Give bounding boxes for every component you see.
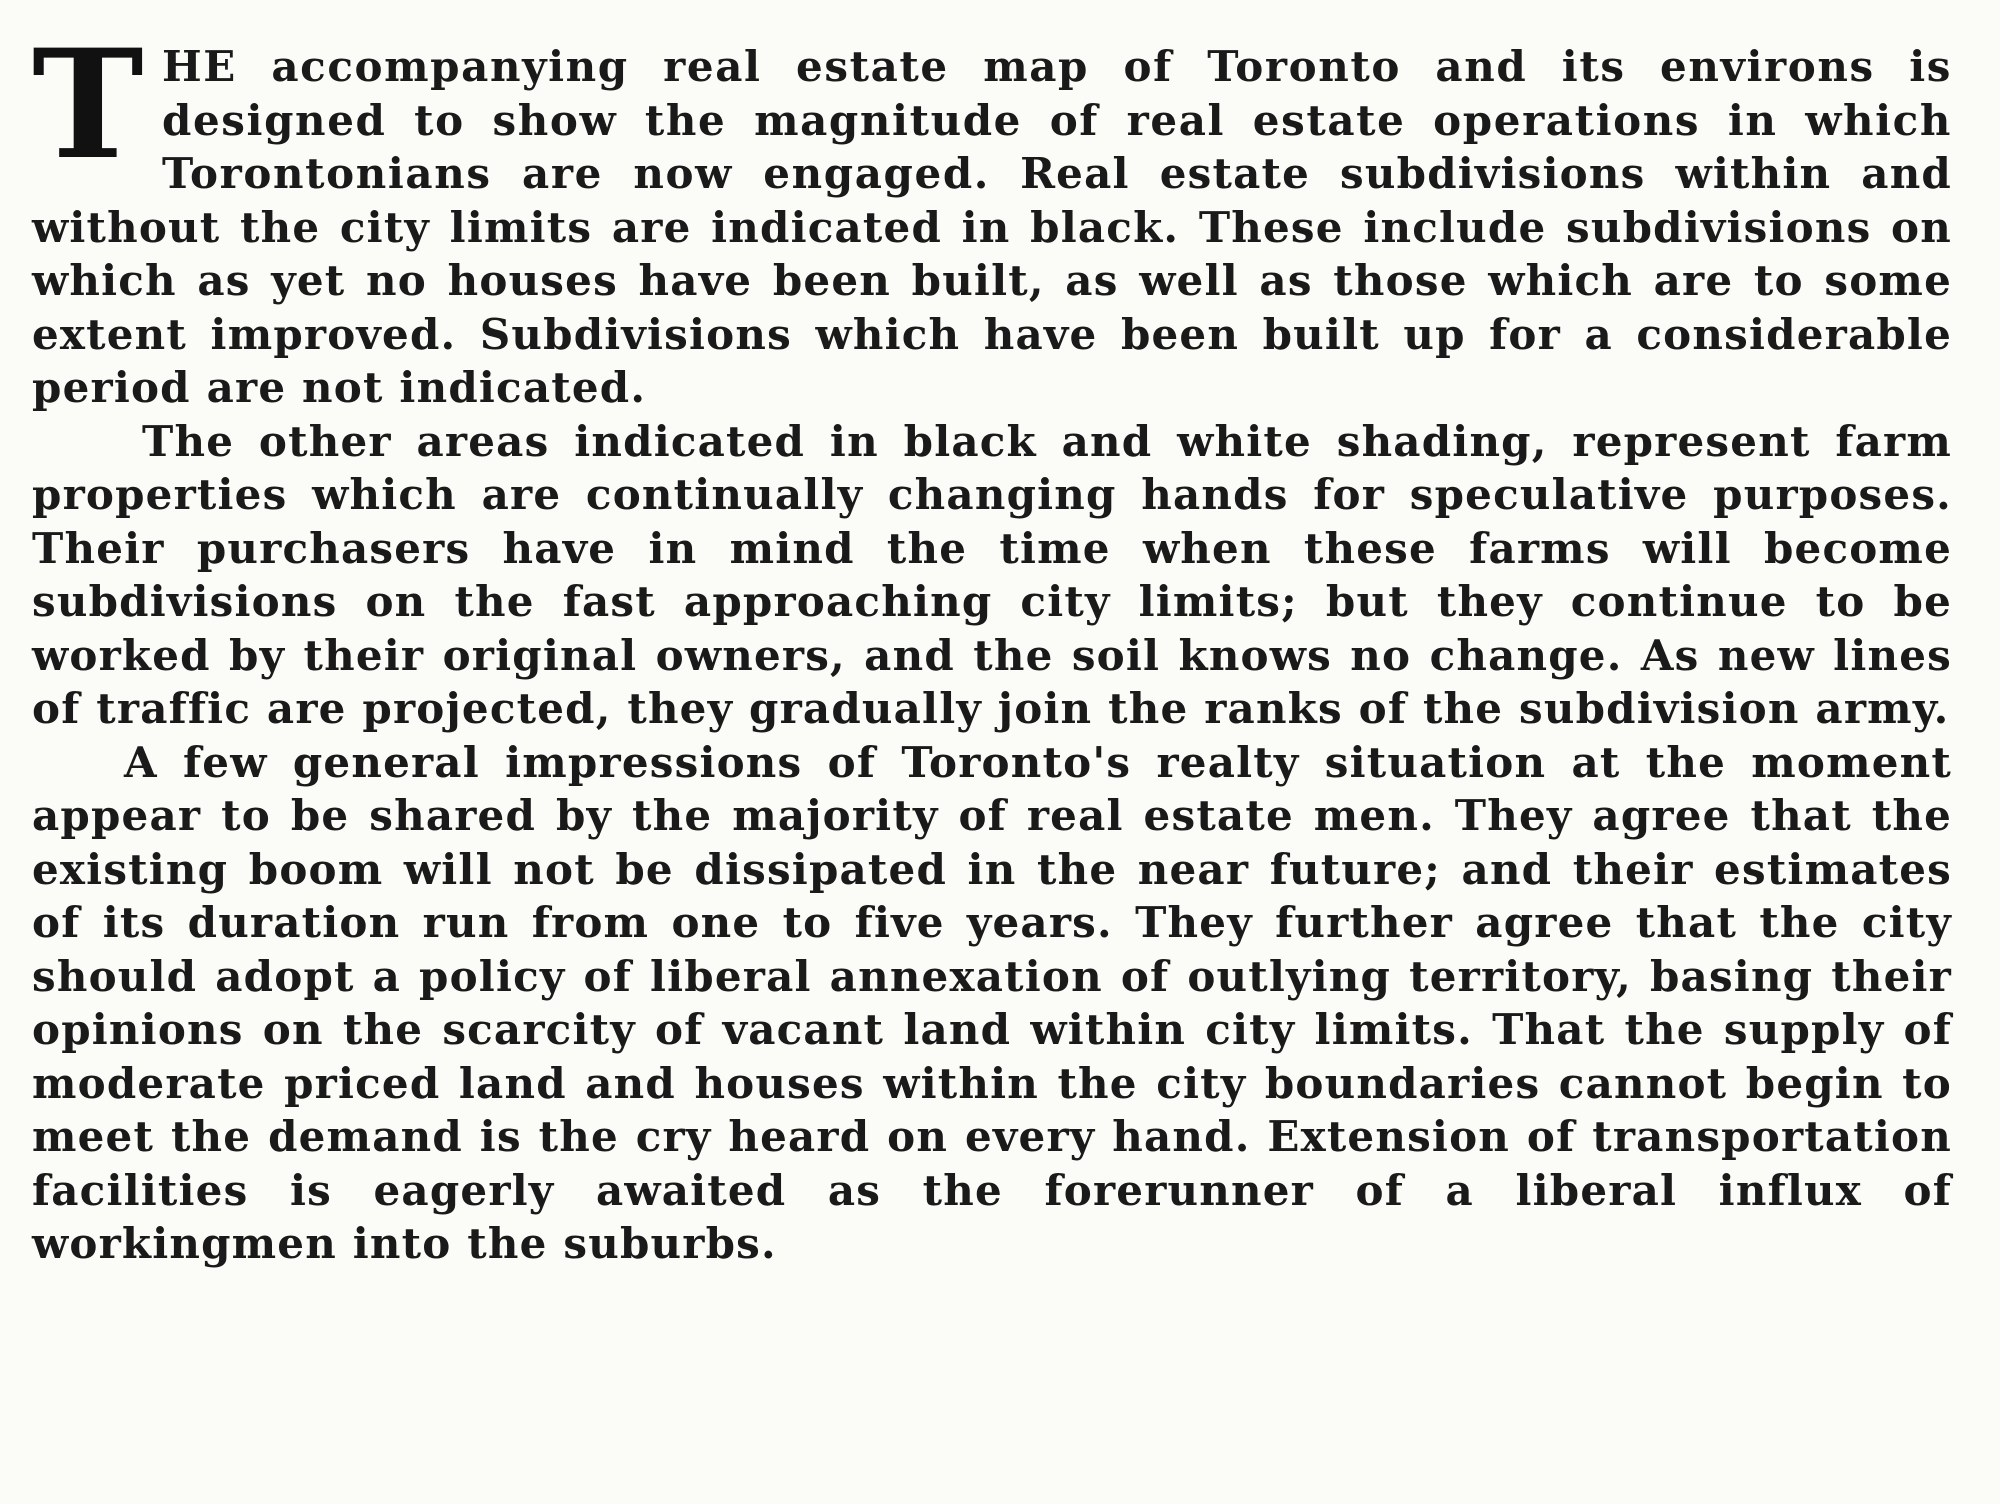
paragraph-2: The other areas indicated in black and white shading, represent farm properties which are continually changing hands for speculative purposes. Their purchasers have in mind the time when these farms will become subdivisions on the fast approaching city limits; but they continue to be worked by their original owners, and the soil knows no change. As new lines of traffic are projected, they gradually join the ranks of the subdivision army. (32, 416, 1952, 733)
drop-cap: T (32, 17, 144, 193)
paragraph-1-rest: Real estate subdivisions within and without the city limits are indicated in black. These include subdivisions on which as yet no houses have been built, as well as those which are to some extent improved. Subdivisions which have been built up for a considerable period are not indicated. (32, 149, 1952, 412)
paragraph-1-lead: HE accompanying real estate map of Toronto and its environs is designed to show the magnitude of real estate operations in which Torontonians are now engaged. (162, 42, 1952, 198)
paragraph-1 (32, 17, 1952, 415)
paragraph-3: A few general impressions of Toronto's realty situation at the moment appear to be shared by the majority of real estate men. They agree that the existing boom will not be dissipated in the near future; and their estimates of its duration run from one to five years. They further agree that the city should adopt a policy of liberal annexation of outlying territory, basing their opinions on the scarcity of vacant land within city limits. That the supply of moderate priced land and houses within the city boundaries cannot begin to meet the demand is the cry heard on every hand. Extension of transportation facilities is eagerly awaited as the forerunner of a liberal influx of workingmen into the suburbs. (32, 737, 1952, 1268)
article-body (32, 17, 1952, 1271)
